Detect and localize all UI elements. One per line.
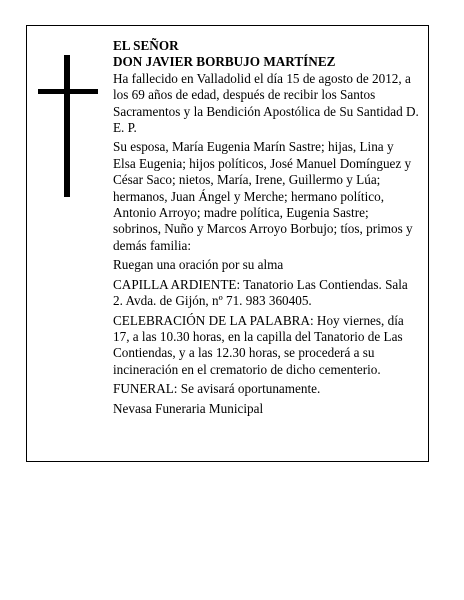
prayer-request: Ruegan una oración por su alma	[113, 257, 284, 273]
death-paragraph: Ha fallecido en Valladolid el día 15 de agosto de 2012, a los 69 años de edad, después de recibir los Santos Sacramentos y la Bendición Apostólica de Su Santidad D. E. P.	[113, 70, 419, 136]
celebration-paragraph: CELEBRACIÓN DE LA PALABRA: Hoy viernes, día 17, a las 10.30 horas, en la capilla del Tanatorio de Las Contiendas, y a las 12.30 horas, se procederá a su incineración en el crematorio de dicho cementerio.	[113, 312, 404, 377]
chapel-paragraph: CAPILLA ARDIENTE: Tanatorio Las Contiendas. Sala 2. Avda. de Gijón, nº 71. 983 360405.	[113, 276, 408, 309]
family-paragraph: Su esposa, María Eugenia Marín Sastre; hijas, Lina y Elsa Eugenia; hijos políticos, José Manuel Domínguez y César Saco; nietos, María, Irene, Guillermo y Lúa; hermanos, Juan Ángel y Merche; hermano político, Antonio Arroyo; madre política, Eugenia Sastre; sobrinos, Nuño y Marcos Arroyo Borbujo; tíos, primos y demás familia:	[113, 139, 413, 253]
deceased-name: DON JAVIER BORBUJO MARTÍNEZ	[113, 54, 336, 70]
title-line-1: EL SEÑOR	[113, 38, 179, 53]
cross-vertical-bar	[64, 55, 70, 197]
funeral-paragraph: FUNERAL: Se avisará oportunamente.	[113, 381, 321, 397]
cross-horizontal-bar	[38, 89, 98, 94]
obituary-text-block	[113, 38, 419, 420]
funeral-home: Nevasa Funeraria Municipal	[113, 400, 264, 416]
latin-cross-icon	[38, 55, 98, 197]
